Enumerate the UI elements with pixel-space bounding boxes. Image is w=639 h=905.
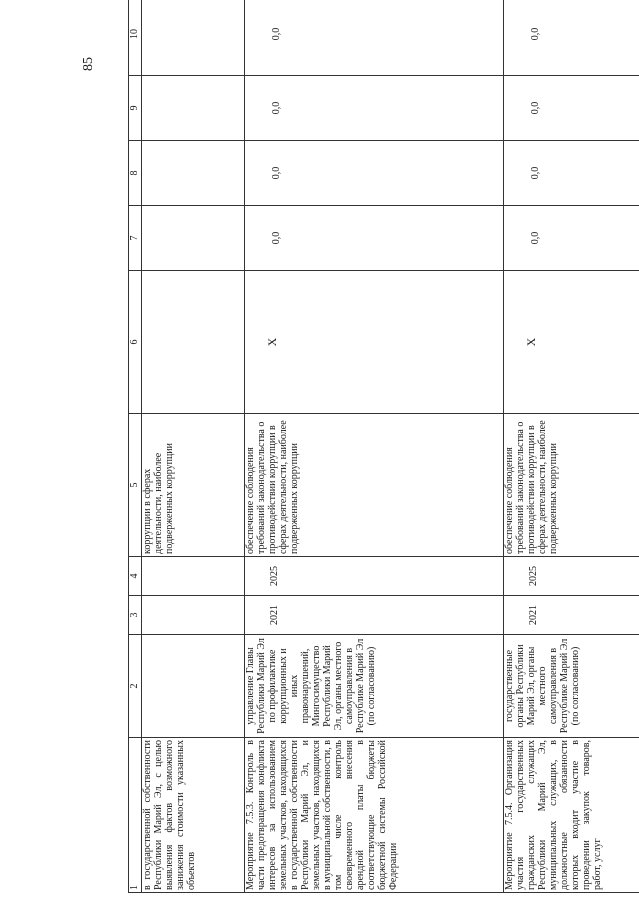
column-header-4: 4 xyxy=(129,557,142,596)
value-col-10: 0,0 xyxy=(245,0,504,76)
value-col-10: 0,0 xyxy=(504,0,639,76)
value-col-8: 0,0 xyxy=(245,141,504,206)
end-year: 2025 xyxy=(245,557,504,596)
responsible-executor xyxy=(142,635,245,738)
activity-description: Мероприятие 7.5.4. Организация участия государственных гражданских служащих Республики Марий Эл, муниципальных служащих, в должностные обязанности которых входит участие в проведении закупок товаров, работ, услуг xyxy=(504,738,639,893)
column-header-2: 2 xyxy=(129,635,142,738)
column-header-8: 8 xyxy=(129,141,142,206)
column-header-7: 7 xyxy=(129,206,142,271)
responsible-executor: управление Главы Республики Марий Эл по профилактике коррупционных и иных правонарушений, Мингосимущество Республики Марий Эл, органы местного самоуправления в Республике Марий Эл (по согласованию) xyxy=(245,635,504,738)
expected-result: обеспечение соблюдения требований законодательства о противодействии коррупции в сферах деятельности, наиболее подверженных коррупции xyxy=(504,414,639,557)
value-col-9 xyxy=(142,76,245,141)
end-year: 2025 xyxy=(504,557,639,596)
value-col-9: 0,0 xyxy=(504,76,639,141)
indicator-mark xyxy=(142,271,245,414)
end-year xyxy=(142,557,245,596)
indicator-mark: X xyxy=(245,271,504,414)
value-col-8 xyxy=(142,141,245,206)
table-row xyxy=(245,0,504,893)
header-row xyxy=(129,0,142,893)
responsible-executor: государственные органы Республики Марий Эл, органы местного самоуправления в Республике Марий Эл (по согласованию) xyxy=(504,635,639,738)
start-year xyxy=(142,596,245,635)
column-header-9: 9 xyxy=(129,76,142,141)
value-col-9: 0,0 xyxy=(245,76,504,141)
start-year: 2021 xyxy=(245,596,504,635)
column-header-3: 3 xyxy=(129,596,142,635)
column-header-6: 6 xyxy=(129,271,142,414)
column-header-1: 1 xyxy=(129,738,142,893)
activity-description: в государственной собственности Республики Марий Эл, с целью выявления фактов возможного занижения стоимости указанных объектов xyxy=(142,738,245,893)
value-col-8: 0,0 xyxy=(504,141,639,206)
column-header-10: 10 xyxy=(129,0,142,76)
activities-table xyxy=(128,0,639,893)
value-col-7: 0,0 xyxy=(504,206,639,271)
indicator-mark: X xyxy=(504,271,639,414)
table-row xyxy=(504,0,639,893)
page-number: 85 xyxy=(81,57,96,71)
value-col-7 xyxy=(142,206,245,271)
expected-result: коррупции в сферах деятельности, наиболее подверженных коррупции xyxy=(142,414,245,557)
column-header-5: 5 xyxy=(129,414,142,557)
expected-result: обеспечение соблюдения требований законодательства о противодействии коррупции в сферах деятельности, наиболее подверженных коррупции xyxy=(245,414,504,557)
start-year: 2021 xyxy=(504,596,639,635)
activity-description: Мероприятие 7.5.3. Контроль в части предотвращения конфликта интересов за использованием земельных участков, находящихся в государственной собственности Республики Марий Эл, и земельных участков, находящихся в муниципальной собственности, в том числе контроль своевременного внесения арендной платы в соответствующие бюджеты бюджетной системы Российской Федерации xyxy=(245,738,504,893)
table-row xyxy=(142,0,245,893)
value-col-10 xyxy=(142,0,245,76)
value-col-7: 0,0 xyxy=(245,206,504,271)
